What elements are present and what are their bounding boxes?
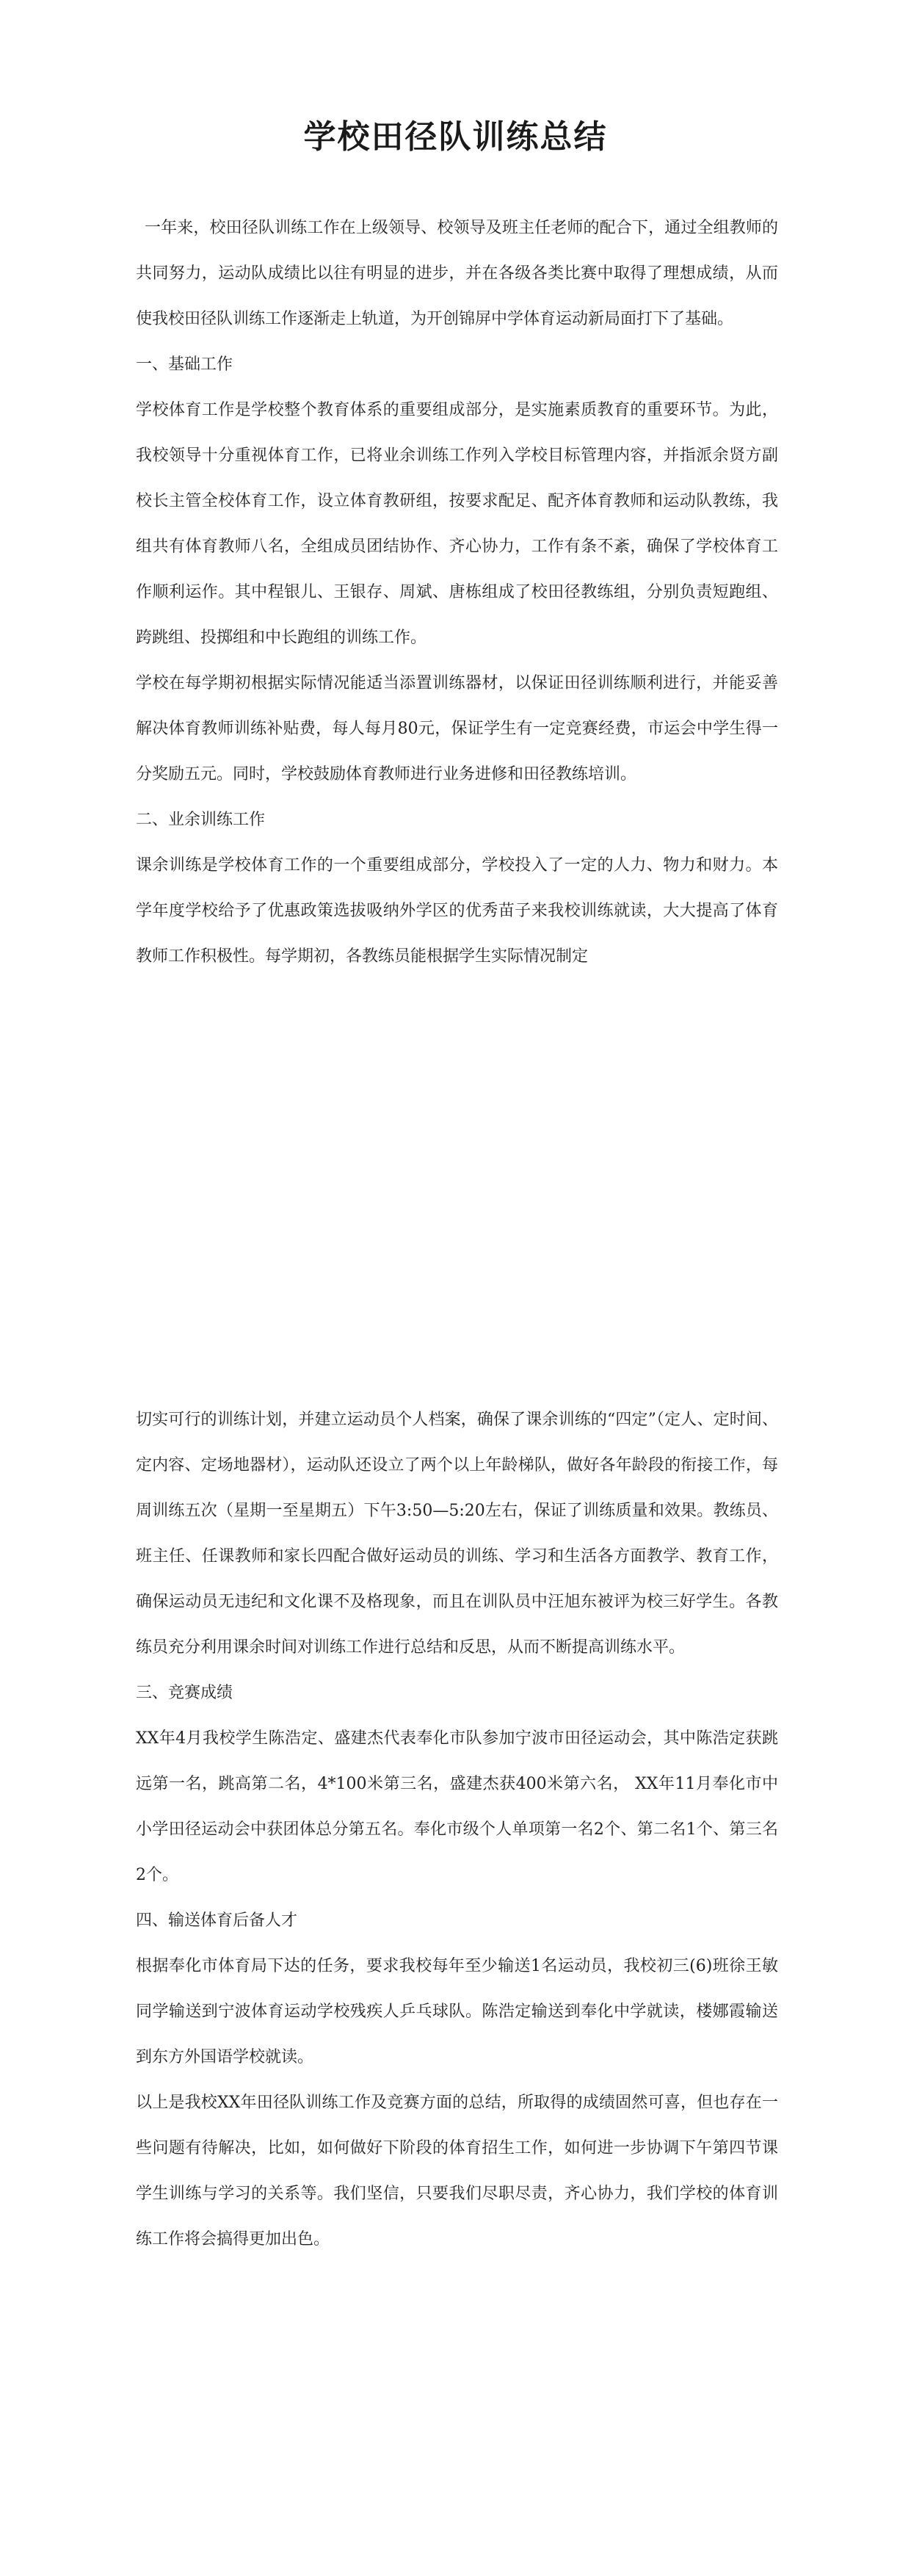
section-1-heading: 一、基础工作 [136,355,233,374]
content-upper [136,206,778,980]
section-2-paragraph-1-part-2: 切实可行的训练计划，并建立运动员个人档案，确保了课余训练的“四定”（定人、定时间、定内容、定场地器材），运动队还设立了两个以上年龄梯队，做好各年龄段的衔接工作，每周训练五次（星期一至星期五）下午3:50—5:20左右，保证了训练质量和效果。教练员、班主任、任课教师和家长四配合做好运动员的训练、学习和生活各方面教学、教育工作，确保运动员无违纪和文化课不及格现象，而且在训队员中汪旭东被评为校三好学生。各教练员充分利用课余时间对训练工作进行总结和反思，从而不断提高训练水平。 [136,1411,778,1657]
section-2-paragraph-1-part-1: 课余训练是学校体育工作的一个重要组成部分，学校投入了一定的人力、物力和财力。本学年度学校给予了优惠政策选拔吸纳外学区的优秀苗子来我校训练就读，大大提高了体育教师工作积极性。每学期初，各教练员能根据学生实际情况制定 [136,856,778,966]
section-4-paragraph-2: 以上是我校XX年田径队训练工作及竞赛方面的总结，所取得的成绩固然可喜，但也存在一些问题有待解决，比如，如何做好下阶段的体育招生工作，如何进一步协调下午第四节课学生训练与学习的关系等。我们坚信，只要我们尽职尽责，齐心协力，我们学校的体育训练工作将会搞得更加出色。 [136,2094,778,2248]
intro-paragraph: 一年来，校田径队训练工作在上级领导、校领导及班主任老师的配合下，通过全组教师的共同努力，运动队成绩比以往有明显的进步，并在各级各类比赛中取得了理想成绩，从而使我校田径队训练工作逐渐走上轨道，为开创锦屏中学体育运动新局面打下了基础。 [136,219,778,328]
content-lower [136,1397,778,2262]
section-1-paragraph-1: 学校体育工作是学校整个教育体系的重要组成部分，是实施素质教育的重要环节。为此，我校领导十分重视体育工作，已将业余训练工作列入学校目标管理内容，并指派余贤方副校长主管全校体育工作，设立体育教研组，按要求配足、配齐体育教师和运动队教练，我组共有体育教师八名，全组成员团结协作、齐心协力，工作有条不紊，确保了学校体育工作顺利运作。其中程银儿、王银存、周斌、唐栋组成了校田径教练组，分别负责短跑组、跨跳组、投掷组和中长跑组的训练工作。 [136,401,778,647]
document-title: 学校田径队训练总结 [303,118,608,156]
section-4-paragraph-1: 根据奉化市体育局下达的任务，要求我校每年至少输送1名运动员，我校初三(6)班徐王敏同学输送到宁波体育运动学校残疾人乒乓球队。陈浩定输送到奉化中学就读，楼娜霞输送到东方外国语学校就读。 [136,1957,778,2066]
section-2-heading: 二、业余训练工作 [136,811,266,829]
section-3-heading: 三、竞赛成绩 [136,1684,233,1702]
section-1-paragraph-2: 学校在每学期初根据实际情况能适当添置训练器材，以保证田径训练顺利进行，并能妥善解决体育教师训练补贴费，每人每月80元，保证学生有一定竞赛经费，市运会中学生得一分奖励五元。同时，学校鼓励体育教师进行业务进修和田径教练培训。 [136,674,778,784]
section-4-heading: 四、输送体育后备人才 [136,1911,298,1930]
section-3-paragraph-1: XX年4月我校学生陈浩定、盛建杰代表奉化市队参加宁波市田径运动会，其中陈浩定获跳远第一名，跳高第二名，4*100米第三名，盛建杰获400米第六名， XX年11月奉化市中小学田径运动会中获团体总分第五名。奉化市级个人单项第一名2个、第二名1个、第三名2个。 [136,1729,778,1884]
